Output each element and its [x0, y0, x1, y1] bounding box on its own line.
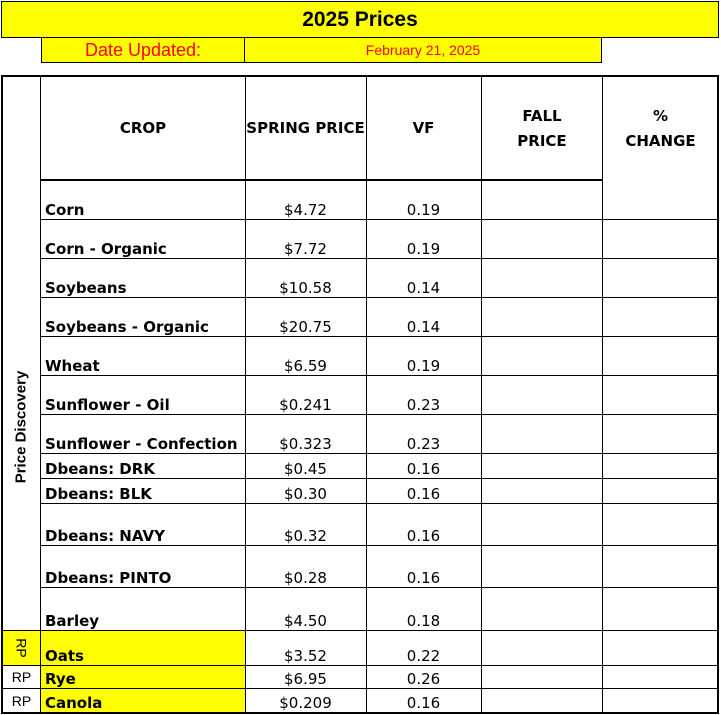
column-divider — [245, 415, 246, 454]
cell-fall — [481, 259, 603, 298]
column-divider — [245, 337, 246, 376]
column-divider — [366, 479, 367, 504]
column-divider — [40, 454, 41, 479]
cell-crop: Corn — [45, 201, 85, 219]
cell-change — [603, 689, 718, 713]
header-fall-price-line2: PRICE — [517, 131, 567, 150]
cell-change — [603, 504, 718, 546]
column-divider — [481, 666, 482, 689]
cell-spring: $10.58 — [279, 279, 332, 297]
column-divider — [481, 588, 482, 631]
column-divider — [602, 337, 603, 376]
column-divider — [245, 546, 246, 588]
column-divider — [481, 631, 482, 666]
cell-vf: 0.14 — [406, 279, 441, 297]
column-divider — [40, 337, 41, 376]
column-divider — [602, 181, 603, 220]
column-divider — [481, 504, 482, 546]
cell-crop: Rye — [41, 666, 245, 689]
column-divider — [245, 666, 246, 689]
cell-spring: $3.52 — [284, 647, 327, 665]
column-divider — [366, 666, 367, 689]
column-divider — [602, 689, 603, 713]
column-divider — [40, 588, 41, 631]
cell-vf: 0.16 — [406, 460, 441, 478]
column-divider — [366, 504, 367, 546]
cell-vf: 0.23 — [406, 435, 441, 453]
column-divider — [481, 479, 482, 504]
cell-fall — [481, 376, 603, 415]
column-divider — [602, 415, 603, 454]
rp-section-rule — [1, 630, 718, 631]
rp-tag-label: RP — [13, 638, 30, 658]
column-divider — [366, 298, 367, 337]
column-divider — [602, 666, 603, 689]
column-divider — [245, 454, 246, 479]
column-divider — [602, 631, 603, 666]
rp-tag-label: RP — [11, 692, 32, 709]
header-pct-change-line1: % — [652, 106, 669, 125]
cell-change — [603, 337, 718, 376]
cell-vf: 0.16 — [406, 569, 441, 587]
cell-vf: 0.19 — [406, 357, 441, 375]
header-pct-change — [603, 77, 718, 180]
header-divider — [40, 77, 41, 180]
cell-fall — [481, 504, 603, 546]
rp-tag-label: RP — [11, 669, 32, 685]
cell-vf: 0.19 — [406, 201, 441, 219]
column-divider — [366, 376, 367, 415]
column-divider — [481, 376, 482, 415]
column-divider — [40, 479, 41, 504]
rp-tag — [3, 689, 40, 712]
column-divider — [366, 546, 367, 588]
header-divider — [366, 77, 367, 180]
column-divider — [602, 454, 603, 479]
column-divider — [481, 454, 482, 479]
page-title: 2025 Prices — [1, 1, 719, 38]
cell-crop: Dbeans: DRK — [45, 460, 155, 478]
column-divider — [602, 259, 603, 298]
column-divider — [366, 631, 367, 666]
column-divider — [40, 181, 41, 220]
column-divider — [602, 588, 603, 631]
column-divider — [245, 479, 246, 504]
cell-change — [603, 376, 718, 415]
rp-tag — [3, 631, 40, 665]
column-divider — [40, 631, 41, 666]
column-divider — [481, 337, 482, 376]
column-divider — [245, 220, 246, 259]
cell-change — [603, 454, 718, 479]
column-divider — [366, 259, 367, 298]
cell-spring: $20.75 — [279, 318, 332, 336]
cell-crop: Canola — [41, 689, 245, 713]
cell-change — [603, 298, 718, 337]
column-divider — [40, 546, 41, 588]
cell-crop: Sunflower - Oil — [45, 396, 170, 414]
cell-fall — [481, 181, 603, 220]
cell-fall — [481, 546, 603, 588]
column-divider — [602, 376, 603, 415]
header-divider — [245, 77, 246, 180]
header-crop: CROP — [119, 119, 167, 137]
cell-change — [603, 479, 718, 504]
cell-fall — [481, 631, 603, 666]
price-discovery-label: Price Discovery — [12, 370, 30, 484]
column-divider — [602, 298, 603, 337]
cell-crop: Soybeans — [45, 279, 127, 297]
column-divider — [366, 415, 367, 454]
cell-crop: Sunflower - Confection — [45, 435, 238, 453]
column-divider — [481, 689, 482, 713]
cell-spring: $7.72 — [284, 240, 327, 258]
column-divider — [602, 479, 603, 504]
cell-spring: $6.59 — [284, 357, 327, 375]
cell-fall — [481, 415, 603, 454]
cell-fall — [481, 220, 603, 259]
column-divider — [366, 689, 367, 713]
column-divider — [481, 181, 482, 220]
column-divider — [602, 504, 603, 546]
column-divider — [40, 415, 41, 454]
column-divider — [366, 181, 367, 220]
cell-fall — [481, 588, 603, 631]
column-divider — [40, 220, 41, 259]
column-divider — [481, 259, 482, 298]
cell-spring: $0.45 — [284, 460, 327, 478]
column-divider — [366, 220, 367, 259]
cell-fall — [481, 298, 603, 337]
date-updated-label: Date Updated: — [41, 38, 245, 63]
cell-spring: $0.30 — [284, 485, 327, 503]
column-divider — [602, 546, 603, 588]
column-divider — [602, 220, 603, 259]
cell-crop: Dbeans: PINTO — [45, 569, 172, 587]
row-divider — [1, 712, 718, 713]
date-updated-value: February 21, 2025 — [245, 38, 602, 63]
cell-change — [603, 415, 718, 454]
column-divider — [40, 298, 41, 337]
cell-vf: 0.26 — [406, 670, 441, 688]
cell-spring: $0.209 — [279, 694, 332, 712]
column-divider — [245, 376, 246, 415]
column-divider — [245, 298, 246, 337]
column-divider — [245, 689, 246, 713]
cell-spring: $6.95 — [284, 670, 327, 688]
cell-change — [603, 181, 718, 220]
cell-change — [603, 631, 718, 666]
header-fall-price-line1: FALL — [522, 106, 562, 125]
column-divider — [366, 337, 367, 376]
cell-crop: Corn - Organic — [45, 240, 167, 258]
cell-spring: $0.28 — [284, 569, 327, 587]
column-divider — [481, 546, 482, 588]
cell-vf: 0.19 — [406, 240, 441, 258]
cell-fall — [481, 337, 603, 376]
cell-change — [603, 546, 718, 588]
column-divider — [366, 454, 367, 479]
cell-change — [603, 220, 718, 259]
column-divider — [40, 689, 41, 713]
cell-crop: Dbeans: BLK — [45, 485, 152, 503]
header-pct-change-line2: CHANGE — [625, 131, 696, 150]
cell-vf: 0.16 — [406, 694, 441, 712]
cell-crop: Dbeans: NAVY — [45, 527, 165, 545]
column-divider — [481, 298, 482, 337]
cell-fall — [481, 454, 603, 479]
column-divider — [245, 259, 246, 298]
cell-change — [603, 666, 718, 689]
cell-crop: Soybeans - Organic — [45, 318, 209, 336]
cell-fall — [481, 479, 603, 504]
cell-spring: $4.50 — [284, 612, 327, 630]
header-vf: VF — [412, 119, 435, 137]
cell-vf: 0.23 — [406, 396, 441, 414]
price-discovery-column — [1, 75, 41, 631]
cell-vf: 0.16 — [406, 527, 441, 545]
header-divider — [602, 77, 603, 180]
rp-tag — [3, 666, 40, 688]
cell-change — [603, 588, 718, 631]
column-divider — [40, 666, 41, 689]
cell-vf: 0.16 — [406, 485, 441, 503]
column-divider — [481, 415, 482, 454]
cell-crop: Oats — [41, 631, 245, 666]
cell-fall — [481, 689, 603, 713]
cell-vf: 0.22 — [406, 647, 441, 665]
cell-crop: Barley — [45, 612, 100, 630]
cell-crop: Wheat — [45, 357, 100, 375]
column-divider — [40, 376, 41, 415]
column-divider — [40, 259, 41, 298]
column-divider — [245, 181, 246, 220]
cell-fall — [481, 666, 603, 689]
column-divider — [40, 504, 41, 546]
cell-vf: 0.14 — [406, 318, 441, 336]
header-divider — [481, 77, 482, 180]
header-fall-price — [481, 77, 603, 180]
cell-spring: $0.241 — [279, 396, 332, 414]
column-divider — [245, 504, 246, 546]
cell-spring: $0.32 — [284, 527, 327, 545]
column-divider — [245, 588, 246, 631]
cell-spring: $4.72 — [284, 201, 327, 219]
column-divider — [245, 631, 246, 666]
column-divider — [481, 220, 482, 259]
column-divider — [366, 588, 367, 631]
cell-vf: 0.18 — [406, 612, 441, 630]
cell-spring: $0.323 — [279, 435, 332, 453]
header-spring-price: SPRING PRICE — [246, 119, 365, 137]
cell-change — [603, 259, 718, 298]
